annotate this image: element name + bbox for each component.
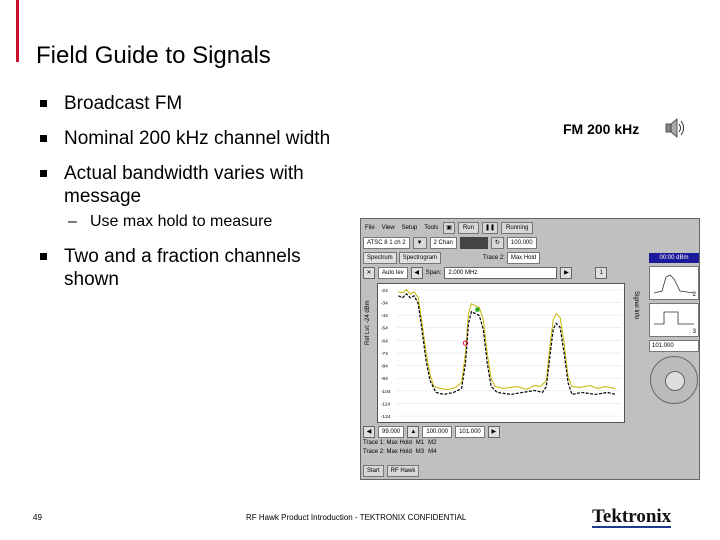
panel-3-number: 3 (692, 329, 696, 335)
freq-left-icon[interactable]: ◀ (363, 426, 375, 438)
y-tick-label: -34 (380, 301, 388, 307)
menu-bar (363, 221, 645, 235)
control-row (363, 266, 697, 280)
slide-title: Field Guide to Signals (36, 42, 271, 69)
sub-bullet (38, 210, 358, 233)
span-label: Span: (425, 270, 442, 276)
dropdown-icon[interactable]: ▼ (413, 237, 427, 249)
bullet-text: Nominal 200 kHz channel width (64, 128, 331, 149)
y-axis-text: Ref Lvl: -24 dBm (365, 300, 371, 345)
display-swatch (460, 237, 488, 249)
refresh-icon[interactable]: ↻ (491, 237, 504, 249)
taskbar-app[interactable]: RF Hawk (387, 465, 420, 477)
rf-hawk-window (360, 218, 700, 480)
spectrum-plot[interactable] (377, 283, 625, 423)
speaker-icon[interactable] (664, 118, 686, 138)
mini-spectrum-icon (650, 267, 698, 297)
bullet-item (38, 245, 358, 291)
bullet-item (38, 162, 358, 208)
channel-field[interactable]: 2 Chan (430, 237, 457, 249)
run-label: Run (462, 225, 474, 231)
trace-mode-select[interactable]: Max Hold (507, 252, 540, 264)
y-tick-label: -54 (380, 326, 388, 332)
rf-field[interactable]: 101.000 (649, 340, 699, 352)
legend-row-2 (363, 449, 645, 458)
tab-spectrum[interactable]: Spectrum (363, 252, 397, 264)
brand-text: Tektronix (592, 506, 672, 527)
tab-spectrogram[interactable]: Spectrogram (399, 252, 441, 264)
running-button[interactable] (501, 222, 533, 234)
run-button[interactable] (458, 222, 479, 234)
freq-row (363, 425, 645, 439)
bullet-square-icon (40, 253, 47, 260)
y-axis-label (363, 283, 377, 423)
bullet-square-icon (40, 135, 47, 142)
bullet-square-icon (40, 170, 47, 177)
signal-info-text: Signal Info (633, 291, 639, 320)
panel-2-number: 2 (692, 292, 696, 298)
freq-field[interactable]: 100.000 (507, 237, 537, 249)
start-button[interactable]: Start (363, 465, 384, 477)
auto-level-field[interactable]: Auto lev (378, 267, 408, 279)
live-trace (398, 294, 615, 395)
y-tick-label: -94 (380, 377, 388, 383)
start-freq-field[interactable]: 99.000 (378, 426, 404, 438)
taskbar (363, 464, 699, 478)
right-arrow-icon[interactable]: ▶ (560, 267, 572, 279)
toolbar-row (363, 236, 645, 250)
menu-view[interactable]: View (381, 225, 395, 231)
bullet-item (38, 92, 358, 115)
legend-m3: M3 (415, 449, 425, 455)
y-tick-label: -64 (380, 339, 388, 345)
signal-info-label (627, 283, 641, 423)
left-arrow-icon[interactable]: ◀ (411, 267, 423, 279)
trace-label: Trace 2: (483, 255, 505, 261)
y-tick-label: -114 (380, 402, 391, 408)
panel-1-number: 1 (595, 267, 607, 279)
freq-right-icon[interactable]: ▶ (488, 426, 500, 438)
span-field[interactable]: 2.000 MHz (444, 267, 557, 279)
bullet-text: Broadcast FM (64, 93, 183, 114)
stop-freq-field[interactable]: 101.000 (455, 426, 485, 438)
bullet-square-icon (40, 100, 47, 107)
bullet-list (38, 92, 358, 291)
mini-spectrum-panel[interactable] (649, 266, 699, 300)
close-icon[interactable]: ✕ (363, 267, 375, 279)
y-tick-label: -44 (380, 314, 388, 320)
sub-bullet-text: Use max hold to measure (90, 213, 273, 230)
y-tick-label: -124 (380, 415, 391, 421)
tab-bar (363, 252, 645, 264)
legend-m4: M4 (428, 449, 437, 455)
right-pane (649, 236, 699, 464)
legend-row-1 (363, 440, 645, 449)
bullet-item (38, 127, 358, 150)
y-tick-label: -84 (380, 364, 388, 370)
dial-center[interactable] (665, 371, 685, 391)
page-number: 49 (33, 513, 42, 522)
center-freq-field[interactable]: 100.000 (422, 426, 452, 438)
save-icon[interactable]: ▣ (443, 222, 455, 234)
legend-m1: M1 (415, 440, 425, 446)
menu-tools[interactable]: Tools (424, 225, 439, 231)
dash-icon: – (68, 213, 77, 230)
trace-legend (363, 440, 645, 458)
mini-timing-panel[interactable] (649, 303, 699, 337)
y-tick-label: -24 (380, 288, 388, 294)
footer-text: RF Hawk Product Introduction - TEKTRONIX CONFIDENTIAL (246, 513, 467, 522)
accent-bar (16, 0, 19, 62)
pause-icon[interactable]: ❚❚ (482, 222, 498, 234)
legend-m2: M2 (428, 440, 437, 446)
menu-file[interactable]: File (365, 225, 375, 231)
center-marker-icon[interactable]: ▲ (407, 426, 419, 438)
y-tick-label: -104 (380, 389, 391, 395)
max-hold-trace (398, 290, 615, 390)
fm-label: FM 200 kHz (563, 121, 640, 137)
y-tick-label: -74 (380, 351, 388, 357)
running-label: Running (506, 225, 529, 231)
bullet-text: Actual bandwidth varies with message (64, 163, 304, 207)
mini-timing-icon (650, 304, 698, 334)
preset-field[interactable]: ATSC 8 1 ch 2 (363, 237, 410, 249)
legend-trace-2: Trace 2: Max Hold (363, 449, 412, 455)
bullet-text: Two and a fraction channels shown (64, 246, 301, 290)
tuning-dial[interactable] (650, 356, 698, 404)
menu-setup[interactable]: Setup (401, 225, 418, 231)
legend-trace-1: Trace 1: Max Hold (363, 440, 412, 446)
tektronix-logo (592, 506, 671, 528)
marker-2[interactable] (475, 308, 479, 312)
level-readout: 00:00 dBm (649, 253, 699, 263)
